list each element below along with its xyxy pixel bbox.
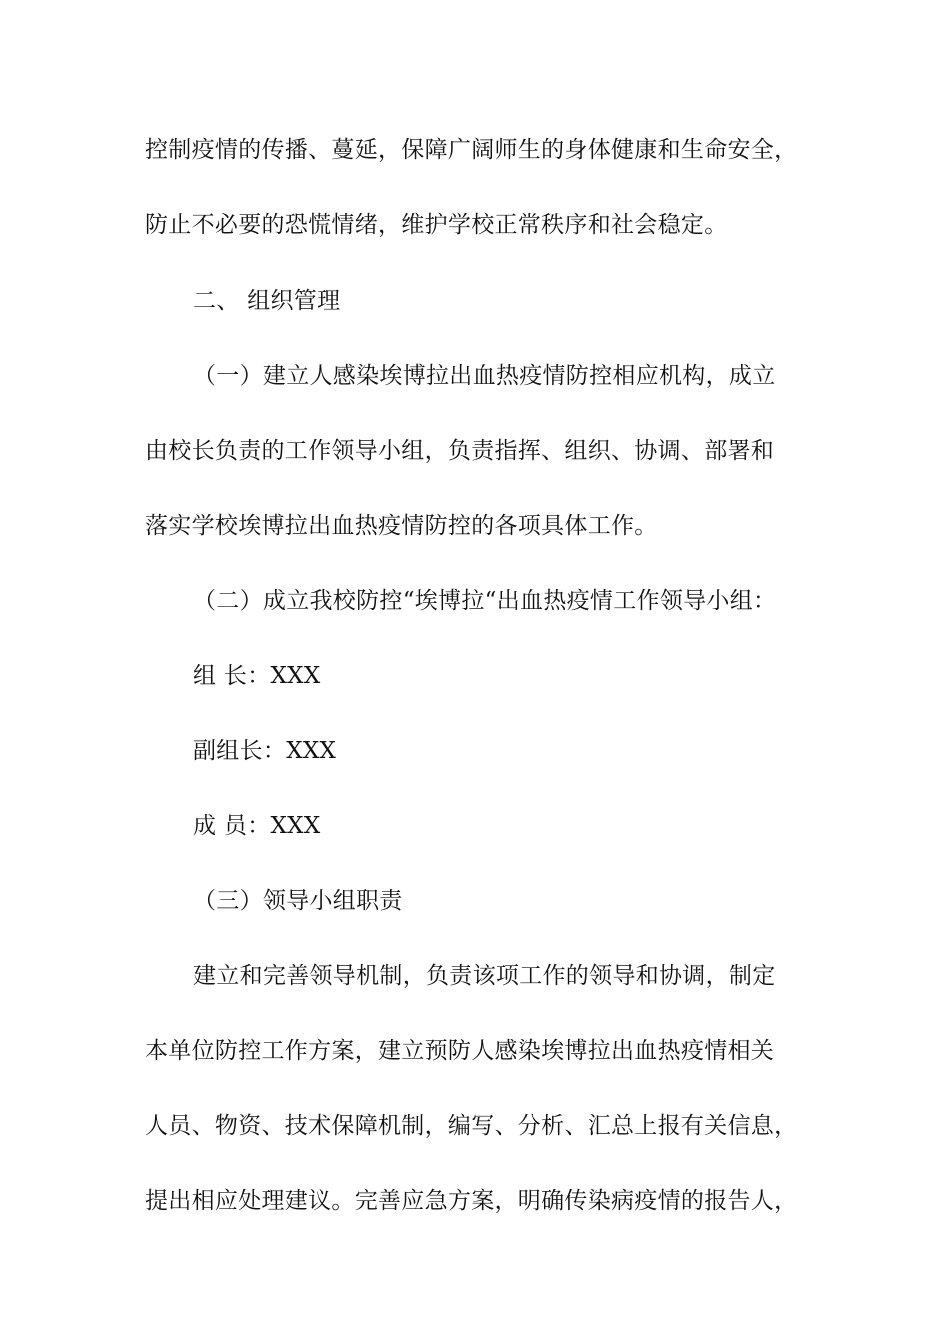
body-text-line: 落实学校埃博拉出血热疫情防控的各项具体工作。 — [145, 513, 658, 539]
deputy-leader-line: 副组长：XXX — [193, 738, 337, 764]
members-line: 成 员：XXX — [193, 813, 321, 839]
section-heading: 二、 组织管理 — [193, 288, 341, 314]
subsection-heading: （二）成立我校防控“埃博拉“出血热疫情工作领导小组： — [193, 588, 777, 614]
body-text-line: 提出相应处理建议。完善应急方案，明确传染病疫情的报告人， — [145, 1188, 798, 1214]
body-text-line: 人员、物资、技术保障机制，编写、分析、汇总上报有关信息， — [145, 1113, 798, 1139]
body-text-line: 本单位防控工作方案，建立预防人感染埃博拉出血热疫情相关 — [145, 1038, 775, 1064]
body-text-line: 由校长负责的工作领导小组，负责指挥、组织、协调、部署和 — [145, 438, 775, 464]
subsection-heading: （一）建立人感染埃博拉出血热疫情防控相应机构，成立 — [193, 363, 776, 389]
team-leader-line: 组 长：XXX — [193, 663, 321, 689]
body-text-line: 防止不必要的恐慌情绪，维护学校正常秩序和社会稳定。 — [145, 212, 728, 238]
subsection-heading: （三）领导小组职责 — [193, 888, 403, 914]
body-text-line: 建立和完善领导机制，负责该项工作的领导和协调，制定 — [193, 963, 776, 989]
body-text-line: 控制疫情的传播、蔓延，保障广阔师生的身体健康和生命安全， — [145, 137, 798, 163]
